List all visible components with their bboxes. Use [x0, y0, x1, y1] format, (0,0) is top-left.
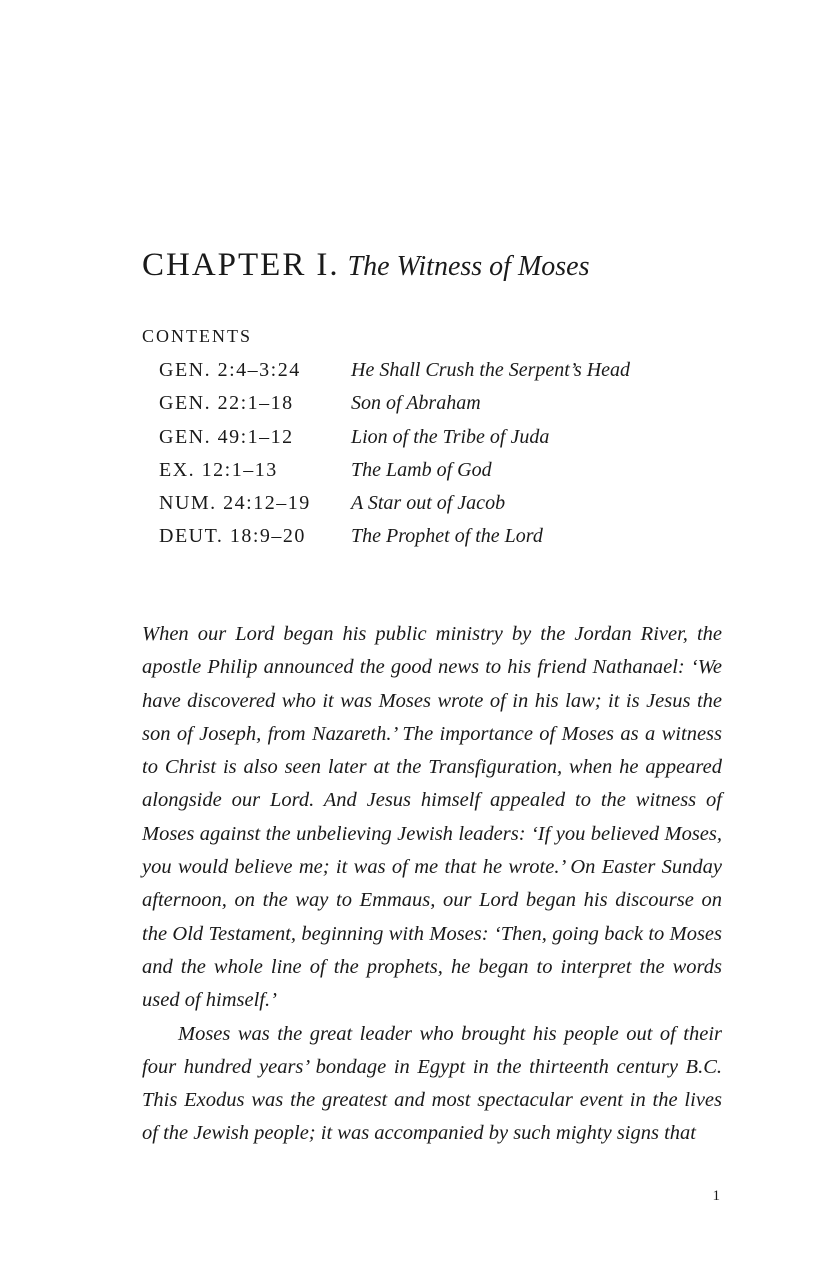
contents-item-reference: GEN. 49:1–12: [159, 425, 294, 448]
chapter-label: CHAPTER: [142, 247, 307, 283]
contents-item: [142, 487, 742, 520]
page-number: 1: [712, 1188, 720, 1204]
contents-item: [142, 454, 742, 487]
contents-item: [142, 421, 742, 454]
contents-item-title: A Star out of Jacob: [351, 492, 506, 515]
body-paragraph: When our Lord began his public ministry by the Jordan River, the apostle Philip announced the good news to his friend Nathanael: ‘We have discovered who it was Moses wrote of in his law; it is Jesus the son of Joseph, from Nazareth.’ The importance of Moses as a witness to Christ is also seen later at the Transfiguration, when he appeared alongside our Lord. And Jesus himself appealed to the witness of Moses against the unbelieving Jewish leaders: ‘If you believed Moses, you would believe me; it was of me that he wrote.’ On Easter Sunday afternoon, on the way to Emmaus, our Lord began his discourse on the Old Testament, beginning with Moses: ‘Then, going back to Moses and the whole line of the prophets, he began to interpret the words used of himself.’: [142, 623, 722, 1012]
contents-item-title: The Prophet of the Lord: [351, 525, 543, 548]
contents-item-title: The Lamb of God: [351, 458, 492, 481]
chapter-heading: [142, 240, 742, 295]
chapter-number: I.: [316, 247, 340, 283]
body-paragraph: Moses was the great leader who brought his people out of their four hundred years’ bondage in Egypt in the thirteenth century B.C. This Exodus was the greatest and most spectacular event in the lives of the Jewish people; it was accompanied by such mighty signs that: [142, 1022, 722, 1145]
contents-heading: CONTENTS: [142, 326, 252, 346]
contents-item-title: Son of Abraham: [351, 392, 481, 415]
chapter-title: The Witness of Moses: [347, 251, 590, 282]
contents-item: [142, 354, 742, 387]
contents-item: [142, 520, 742, 553]
contents-section: [142, 322, 742, 554]
contents-item-title: Lion of the Tribe of Juda: [351, 425, 550, 448]
body-text: [142, 618, 722, 1151]
contents-item-reference: EX. 12:1–13: [159, 458, 278, 481]
contents-list: [142, 354, 742, 554]
contents-item-reference: NUM. 24:12–19: [159, 492, 311, 515]
contents-item-reference: GEN. 22:1–18: [159, 392, 294, 415]
contents-item-reference: DEUT. 18:9–20: [159, 525, 306, 548]
contents-item: [142, 387, 742, 420]
contents-item-title: He Shall Crush the Serpent’s Head: [351, 359, 631, 381]
contents-item-reference: GEN. 2:4–3:24: [159, 359, 301, 381]
